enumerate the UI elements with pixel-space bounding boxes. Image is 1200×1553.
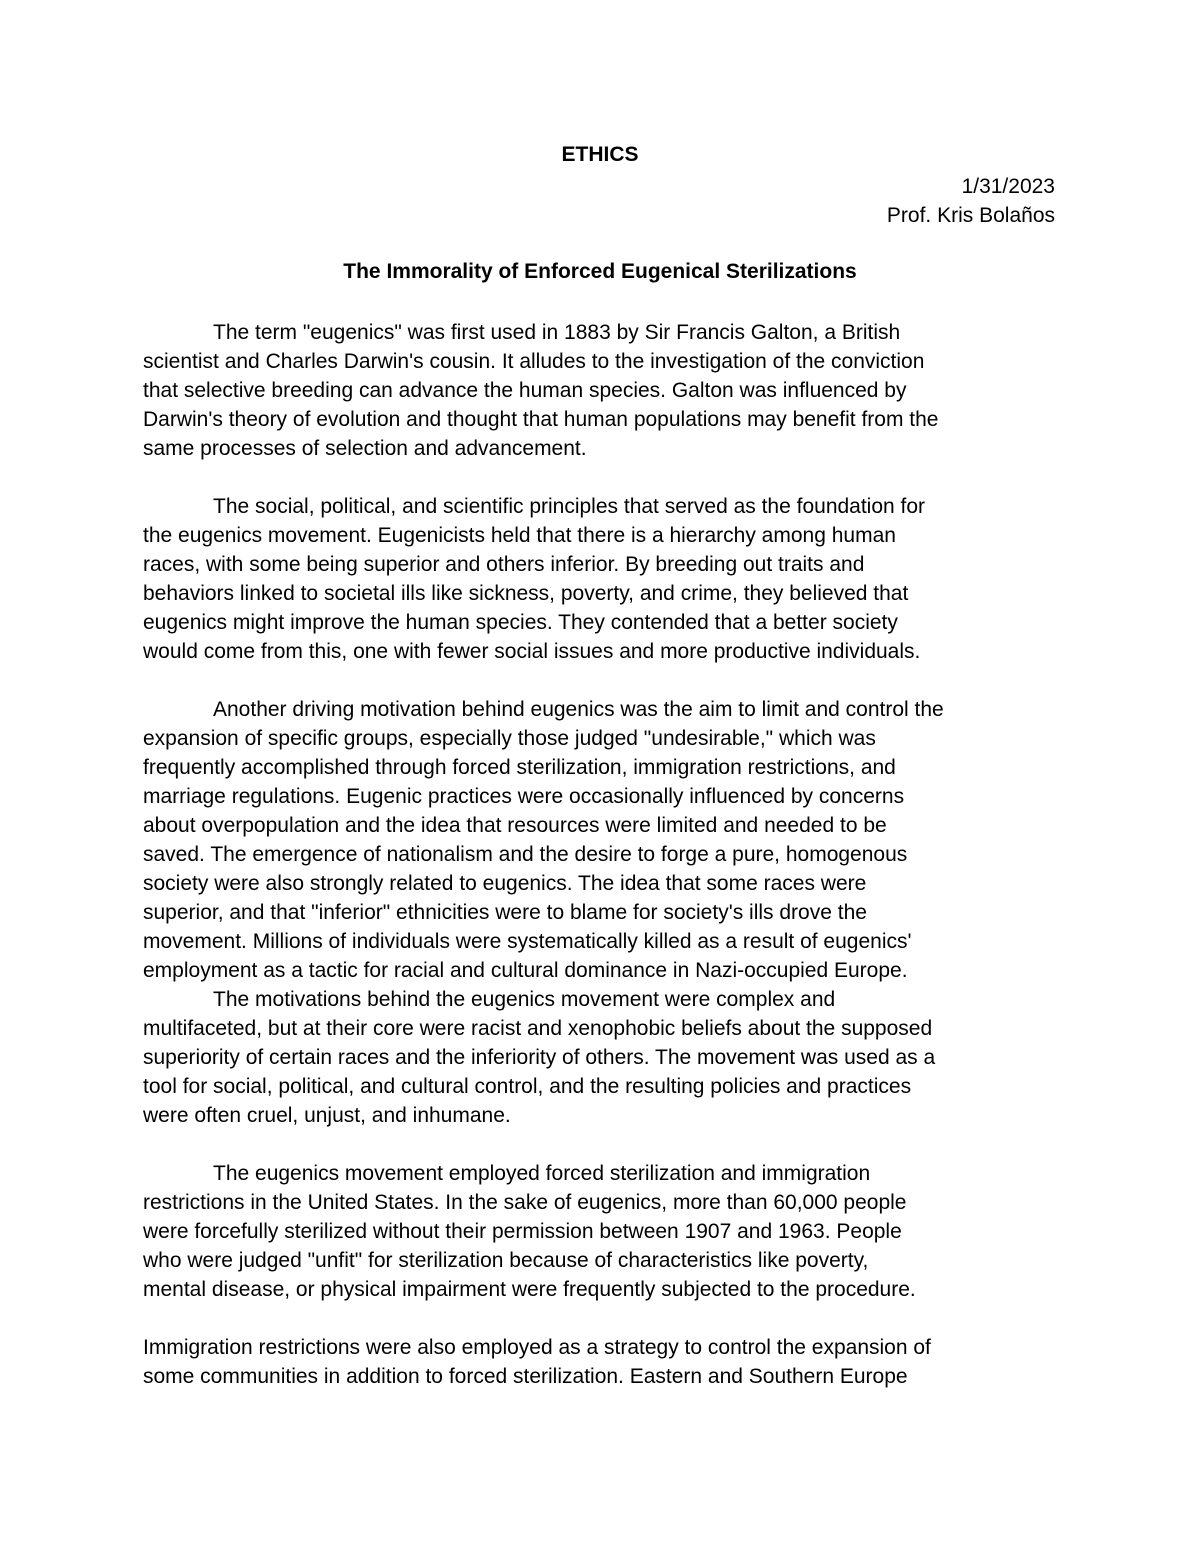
essay-body bbox=[143, 318, 1063, 1391]
text-line: frequently accomplished through forced sterilization, immigration restrictions, and bbox=[143, 756, 896, 779]
paragraph-spacer bbox=[143, 666, 1063, 695]
text-line: Darwin's theory of evolution and thought that human populations may benefit from the bbox=[143, 408, 939, 431]
text-line: mental disease, or physical impairment were frequently subjected to the procedure. bbox=[143, 1278, 916, 1301]
text-line: superiority of certain races and the inferiority of others. The movement was used as a bbox=[143, 1046, 936, 1069]
text-line: employment as a tactic for racial and cultural dominance in Nazi-occupied Europe. bbox=[143, 959, 908, 982]
paragraph-6 bbox=[143, 1333, 1063, 1391]
paragraph-4 bbox=[143, 985, 1063, 1130]
text-line: that selective breeding can advance the human species. Galton was influenced by bbox=[143, 379, 907, 402]
paragraph-1 bbox=[143, 318, 1063, 463]
text-line: Another driving motivation behind eugenics was the aim to limit and control the bbox=[213, 698, 944, 721]
text-line: about overpopulation and the idea that resources were limited and needed to be bbox=[143, 814, 887, 837]
text-line: The motivations behind the eugenics movement were complex and bbox=[213, 988, 836, 1011]
text-line: would come from this, one with fewer social issues and more productive individuals. bbox=[143, 640, 921, 663]
text-line: same processes of selection and advancement. bbox=[143, 437, 587, 460]
paragraph-3 bbox=[143, 695, 1063, 985]
paragraph-spacer bbox=[143, 1130, 1063, 1159]
text-line: who were judged "unfit" for sterilization because of characteristics like poverty, bbox=[143, 1249, 869, 1272]
text-line: The eugenics movement employed forced sterilization and immigration bbox=[213, 1162, 871, 1185]
text-line: eugenics might improve the human species. They contended that a better society bbox=[143, 611, 898, 634]
text-line: The social, political, and scientific principles that served as the foundation for bbox=[213, 495, 926, 518]
text-line: marriage regulations. Eugenic practices were occasionally influenced by concerns bbox=[143, 785, 905, 808]
text-line: races, with some being superior and others inferior. By breeding out traits and bbox=[143, 553, 865, 576]
paragraph-5 bbox=[143, 1159, 1063, 1304]
text-line: expansion of specific groups, especially those judged "undesirable," which was bbox=[143, 727, 876, 750]
text-line: saved. The emergence of nationalism and the desire to forge a pure, homogenous bbox=[143, 843, 908, 866]
essay-title: The Immorality of Enforced Eugenical Sterilizations bbox=[343, 260, 857, 283]
text-line: the eugenics movement. Eugenicists held that there is a hierarchy among human bbox=[143, 524, 896, 547]
text-line: The term "eugenics" was first used in 1883 by Sir Francis Galton, a British bbox=[213, 321, 901, 344]
paragraph-2 bbox=[143, 492, 1063, 666]
text-line: behaviors linked to societal ills like sickness, poverty, and crime, they believed that bbox=[143, 582, 909, 605]
text-line: movement. Millions of individuals were systematically killed as a result of eugenics' bbox=[143, 930, 912, 953]
text-line: were forcefully sterilized without their permission between 1907 and 1963. People bbox=[143, 1220, 902, 1243]
paragraph-spacer bbox=[143, 1304, 1063, 1333]
professor-name: Prof. Kris Bolaños bbox=[886, 204, 1055, 227]
date: 1/31/2023 bbox=[961, 175, 1055, 198]
header-meta bbox=[887, 172, 1055, 230]
text-line: some communities in addition to forced sterilization. Eastern and Southern Europe bbox=[143, 1365, 908, 1388]
text-line: tool for social, political, and cultural control, and the resulting policies and practices bbox=[143, 1075, 912, 1098]
text-line: multifaceted, but at their core were racist and xenophobic beliefs about the supposed bbox=[143, 1017, 933, 1040]
text-line: society were also strongly related to eugenics. The idea that some races were bbox=[143, 872, 867, 895]
text-line: were often cruel, unjust, and inhumane. bbox=[143, 1104, 511, 1127]
course-title: ETHICS bbox=[561, 143, 639, 166]
paragraph-spacer bbox=[143, 463, 1063, 492]
text-line: scientist and Charles Darwin's cousin. It alludes to the investigation of the conviction bbox=[143, 350, 925, 373]
text-line: restrictions in the United States. In the sake of eugenics, more than 60,000 people bbox=[143, 1191, 907, 1214]
text-line: Immigration restrictions were also employed as a strategy to control the expansion of bbox=[143, 1336, 931, 1359]
text-line: superior, and that "inferior" ethnicities were to blame for society's ills drove the bbox=[143, 901, 867, 924]
